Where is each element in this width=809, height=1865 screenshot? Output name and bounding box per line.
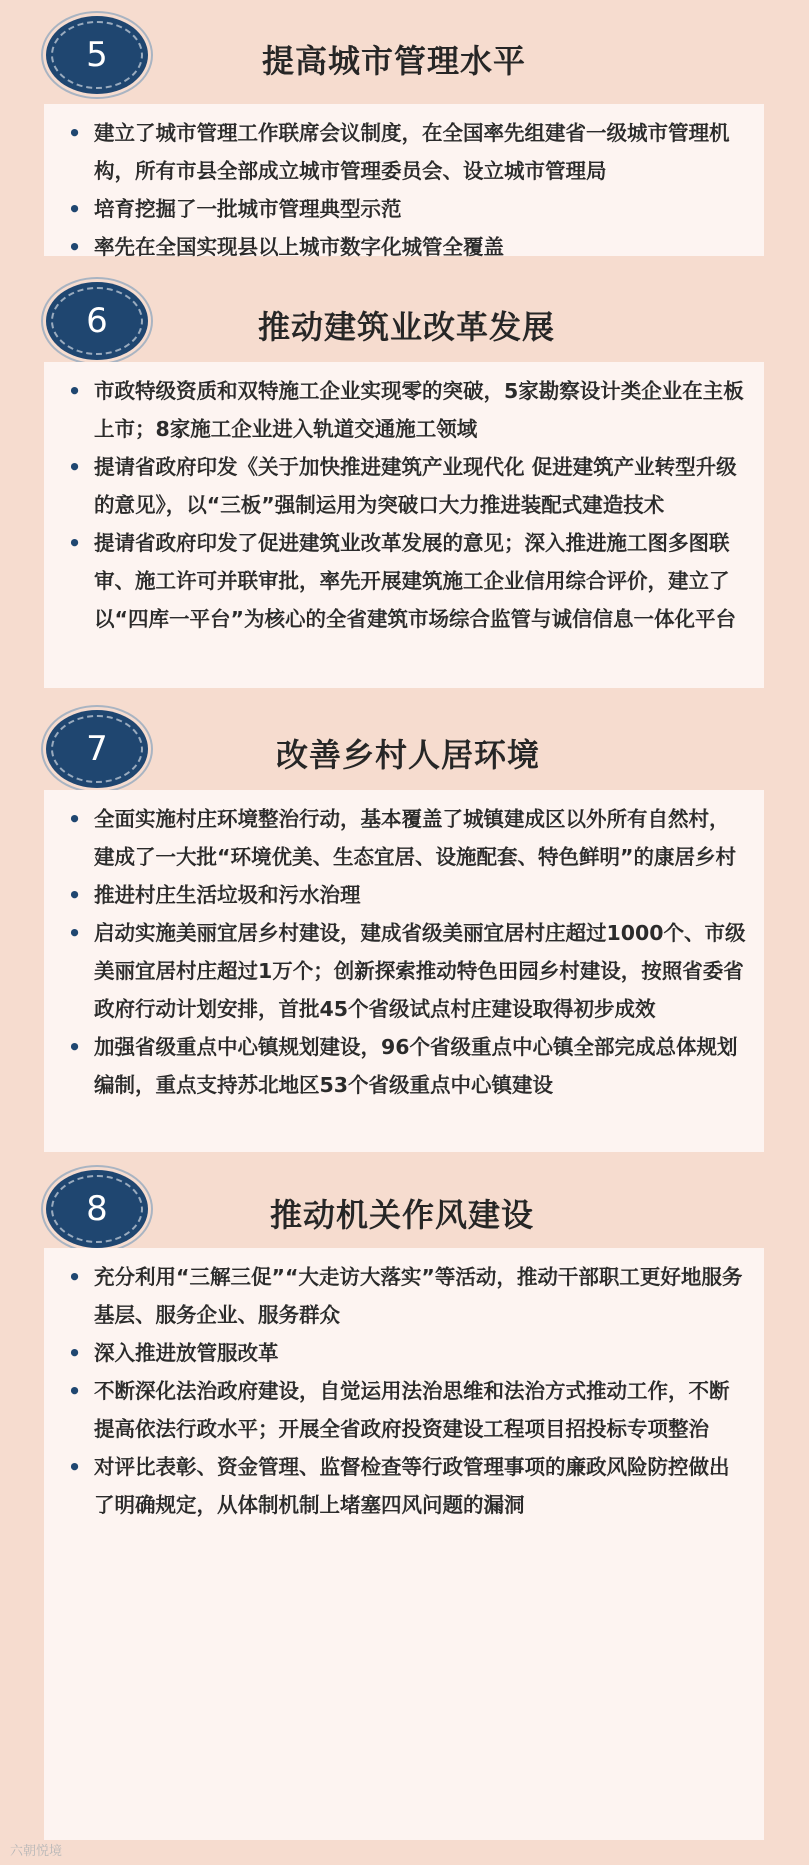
section-number: 5 (86, 35, 108, 75)
bullet-icon: • (68, 1265, 82, 1289)
bullet-icon: • (68, 1455, 82, 1479)
bullet-icon: • (68, 921, 82, 945)
bullet-icon: • (68, 1379, 82, 1403)
list-item: • 市政特级资质和双特施工企业实现零的突破，5家勘察设计类企业在主板上市；8家施工企业进入轨道交通施工领域 (64, 372, 748, 448)
bullet-icon: • (68, 197, 82, 221)
section-number: 7 (86, 729, 108, 769)
section-number: 6 (86, 301, 108, 341)
bullet-icon: • (68, 121, 82, 145)
bullet-icon: • (68, 807, 82, 831)
list-item: • 加强省级重点中心镇规划建设，96个省级重点中心镇全部完成总体规划编制，重点支持苏北地区53个省级重点中心镇建设 (64, 1028, 748, 1104)
section-card (44, 362, 764, 688)
item-list (64, 800, 748, 1104)
bullet-icon: • (68, 1035, 82, 1059)
list-item: • 对评比表彰、资金管理、监督检查等行政管理事项的廉政风险防控做出了明确规定，从体制机制上堵塞四风问题的漏洞 (64, 1448, 748, 1524)
bullet-icon: • (68, 235, 82, 259)
list-item: • 提请省政府印发《关于加快推进建筑产业现代化 促进建筑产业转型升级的意见》，以“三板”强制运用为突破口大力推进装配式建造技术 (64, 448, 748, 524)
section-number-badge (46, 282, 148, 360)
watermark: 六朝悦境 (10, 1844, 63, 1859)
section-number: 8 (86, 1189, 108, 1229)
section-card (44, 1248, 764, 1840)
section-card (44, 104, 764, 259)
list-item: • 建立了城市管理工作联席会议制度，在全国率先组建省一级城市管理机构，所有市县全部成立城市管理委员会、设立城市管理局 (64, 114, 748, 190)
section-number-badge (46, 710, 148, 788)
list-item: • 不断深化法治政府建设，自觉运用法治思维和法治方式推动工作，不断提高依法行政水平；开展全省政府投资建设工程项目招投标专项整治 (64, 1372, 748, 1448)
list-item: • 率先在全国实现县以上城市数字化城管全覆盖 (64, 228, 748, 266)
bullet-icon: • (68, 531, 82, 555)
list-item: • 全面实施村庄环境整治行动，基本覆盖了城镇建成区以外所有自然村，建成了一大批“环境优美、生态宜居、设施配套、特色鲜明”的康居乡村 (64, 800, 748, 876)
section-card (44, 790, 764, 1152)
list-item: • 深入推进放管服改革 (64, 1334, 748, 1372)
list-item: • 培育挖掘了一批城市管理典型示范 (64, 190, 748, 228)
bullet-icon: • (68, 883, 82, 907)
bullet-icon: • (68, 1341, 82, 1365)
item-list (64, 114, 748, 266)
item-list (64, 372, 748, 638)
list-item: • 充分利用“三解三促”“大走访大落实”等活动，推动干部职工更好地服务基层、服务企业、服务群众 (64, 1258, 748, 1334)
section-title: 推动建筑业改革发展 (258, 308, 556, 346)
list-item: • 提请省政府印发了促进建筑业改革发展的意见；深入推进施工图多图联审、施工许可并联审批，率先开展建筑施工企业信用综合评价，建立了以“四库一平台”为核心的全省建筑市场综合监管与诚信信息一体化平台 (64, 524, 748, 638)
list-item: • 启动实施美丽宜居乡村建设，建成省级美丽宜居村庄超过1000个、市级美丽宜居村庄超过1万个；创新探索推动特色田园乡村建设，按照省委省政府行动计划安排，首批45个省级试点村庄建设取得初步成效 (64, 914, 748, 1028)
bullet-icon: • (68, 379, 82, 403)
section-number-badge (46, 1170, 148, 1248)
section-title: 推动机关作风建设 (270, 1196, 535, 1234)
bullet-icon: • (68, 455, 82, 479)
list-item: • 推进村庄生活垃圾和污水治理 (64, 876, 748, 914)
section-title: 改善乡村人居环境 (276, 736, 541, 774)
item-list (64, 1258, 748, 1524)
section-title: 提高城市管理水平 (262, 42, 527, 80)
section-number-badge (46, 16, 148, 94)
